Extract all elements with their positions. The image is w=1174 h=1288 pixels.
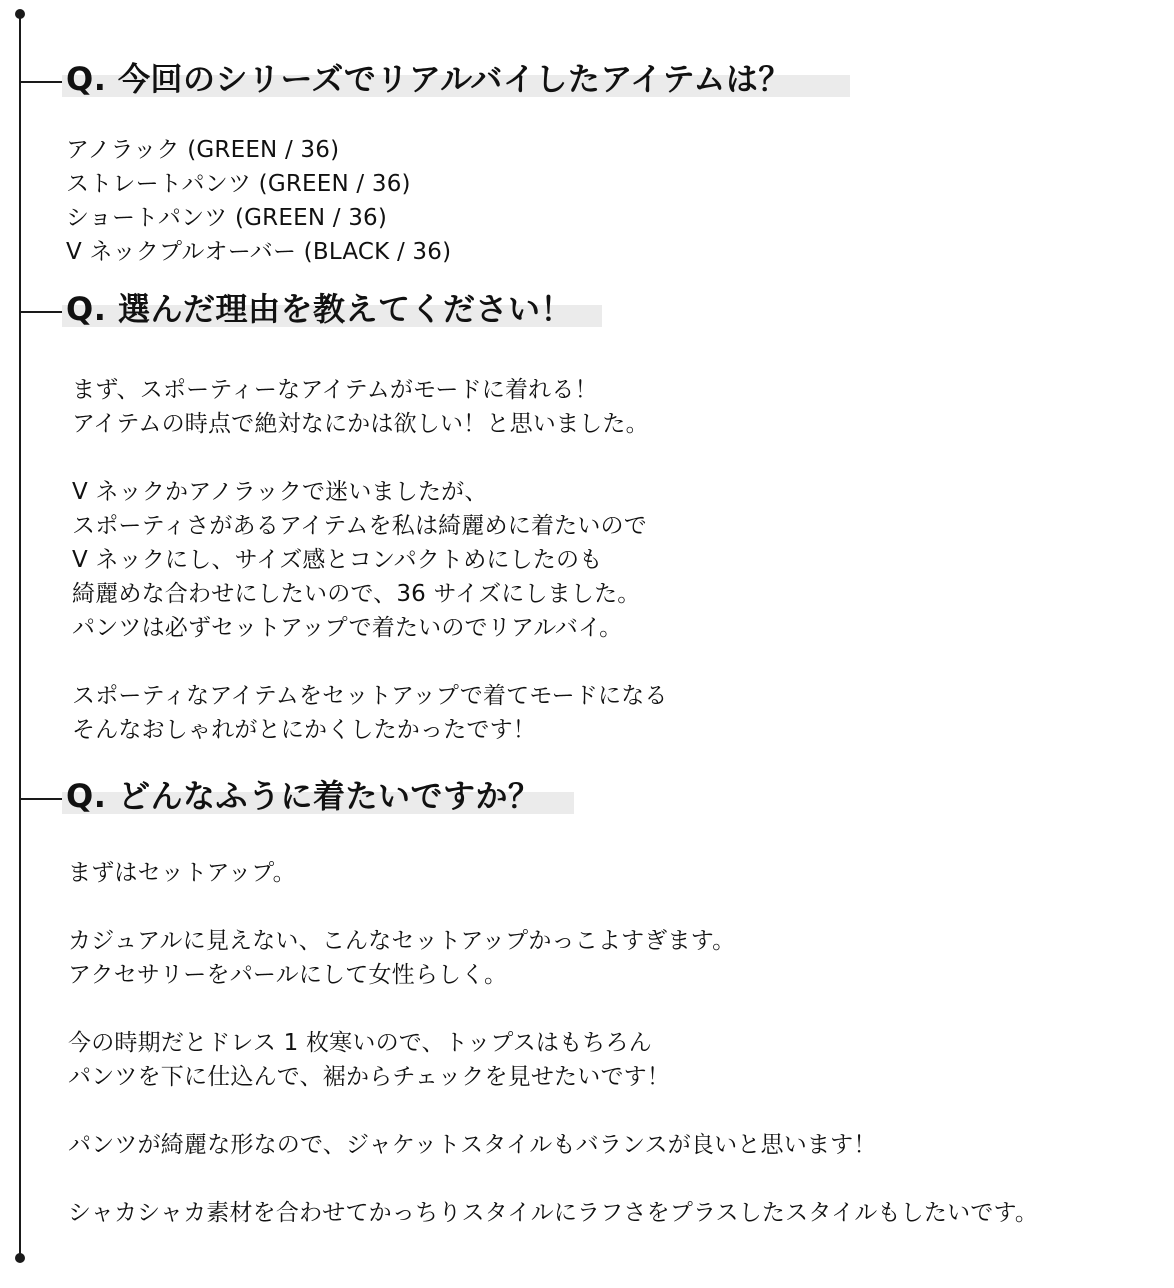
question-heading-3 xyxy=(62,777,541,817)
answer-line: 今の時期だとドレス 1 枚寒いので、トップスはもちろん xyxy=(68,1030,652,1056)
answer-line: ストレートパンツ (GREEN / 36) xyxy=(66,171,411,197)
paragraph-gap xyxy=(72,645,668,679)
paragraph-gap xyxy=(68,1094,1038,1128)
question-text: Q. どんなふうに着たいですか？ xyxy=(66,777,541,815)
timeline xyxy=(0,0,60,1288)
question-heading-1 xyxy=(62,60,791,100)
answer-line: V ネックプルオーバー (BLACK / 36) xyxy=(66,239,452,265)
question-heading-2 xyxy=(62,290,573,330)
timeline-tick-2 xyxy=(20,311,64,313)
answer-line: パンツが綺麗な形なので、ジャケットスタイルもバランスが良いと思います！ xyxy=(68,1132,877,1158)
answer-line: スポーティさがあるアイテムを私は綺麗めに着たいので xyxy=(72,513,647,539)
answer-line: まず、スポーティーなアイテムがモードに着れる！ xyxy=(72,377,598,403)
timeline-tick-3 xyxy=(20,798,64,800)
answer-line: スポーティなアイテムをセットアップで着てモードになる xyxy=(72,683,668,709)
answer-line: そんなおしゃれがとにかくしたかったです！ xyxy=(72,717,536,743)
paragraph-gap xyxy=(68,890,1038,924)
paragraph-gap xyxy=(68,1162,1038,1196)
answer-line: カジュアルに見えない、こんなセットアップかっこよすぎます。 xyxy=(68,928,736,954)
question-text: Q. 選んだ理由を教えてください！ xyxy=(66,290,574,328)
answer-line: アクセサリーをパールにして女性らしく。 xyxy=(68,962,508,988)
answer-line: V ネックにし、サイズ感とコンパクトめにしたのも xyxy=(72,547,603,573)
answer-line: パンツを下に仕込んで、裾からチェックを見せたいです！ xyxy=(68,1064,671,1090)
answer-block-1 xyxy=(66,133,451,269)
answer-line: シャカシャカ素材を合わせてかっちりスタイルにラフさをプラスしたスタイルもしたいです。 xyxy=(68,1200,1039,1226)
answer-line: 綺麗めな合わせにしたいので、36 サイズにしました。 xyxy=(72,581,641,607)
question-text: Q. 今回のシリーズでリアルバイしたアイテムは？ xyxy=(66,60,791,98)
answer-block-2 xyxy=(72,373,668,747)
answer-line: アイテムの時点で絶対なにかは欲しい！と思いました。 xyxy=(72,411,649,437)
answer-line: パンツは必ずセットアップで着たいのでリアルバイ。 xyxy=(72,615,623,641)
answer-line: ショートパンツ (GREEN / 36) xyxy=(66,205,388,231)
timeline-start-dot xyxy=(15,9,25,19)
timeline-line xyxy=(19,14,21,1260)
answer-line: V ネックかアノラックで迷いましたが、 xyxy=(72,479,488,505)
paragraph-gap xyxy=(68,992,1038,1026)
answer-line: まずはセットアップ。 xyxy=(68,860,296,886)
timeline-tick-1 xyxy=(20,81,64,83)
paragraph-gap xyxy=(72,441,668,475)
answer-block-3 xyxy=(68,856,1038,1230)
answer-line: アノラック (GREEN / 36) xyxy=(66,137,340,163)
timeline-end-dot xyxy=(15,1253,25,1263)
